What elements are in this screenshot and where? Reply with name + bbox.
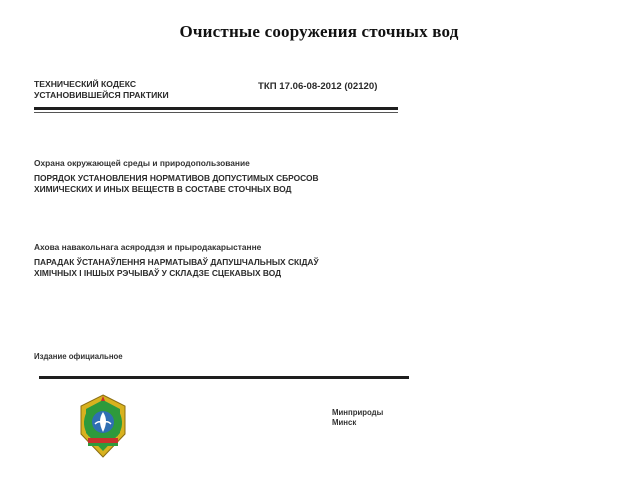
title-ru-line1: ПОРЯДОК УСТАНОВЛЕНИЯ НОРМАТИВОВ ДОПУСТИМЫХ СБРОСОВ: [34, 173, 319, 183]
document-type-line2: УСТАНОВИВШЕЙСЯ ПРАКТИКИ: [34, 90, 169, 100]
slide-title: Очистные сооружения сточных вод: [179, 22, 459, 41]
document-type-label: [34, 79, 169, 101]
document-code: ТКП 17.06-08-2012 (02120): [258, 81, 378, 92]
document-type-line1: ТЕХНИЧЕСКИЙ КОДЕКС: [34, 79, 137, 89]
footer-divider: [39, 376, 409, 379]
title-ru-line2: ХИМИЧЕСКИХ И ИНЫХ ВЕЩЕСТВ В СОСТАВЕ СТОЧНЫХ ВОД: [34, 184, 292, 194]
publisher-line2: Минск: [332, 418, 357, 427]
document-page: [34, 74, 414, 474]
header-divider-thick: [34, 107, 398, 110]
edition-label: Издание официальное: [34, 352, 123, 361]
subject-ru: Охрана окружающей среды и природопользование: [34, 158, 250, 168]
title-by-line2: ХІМІЧНЫХ І ІНШЫХ РЭЧЫВАЎ У СКЛАДЗЕ СЦЕКАВЫХ ВОД: [34, 268, 282, 278]
title-by: [34, 257, 319, 279]
title-ru: [34, 173, 319, 195]
subject-by: Ахова навакольнага асяроддзя и прыродакарыстанне: [34, 242, 262, 252]
header-divider-thin: [34, 112, 398, 113]
title-by-line1: ПАРАДАК ЎСТАНАЎЛЕННЯ НАРМАТЫВАЎ ДАПУШЧАЛЬНЫХ СКІДАЎ: [34, 257, 319, 267]
ministry-emblem-icon: [78, 394, 128, 458]
publisher: [332, 408, 383, 428]
publisher-line1: Минприроды: [332, 408, 384, 417]
